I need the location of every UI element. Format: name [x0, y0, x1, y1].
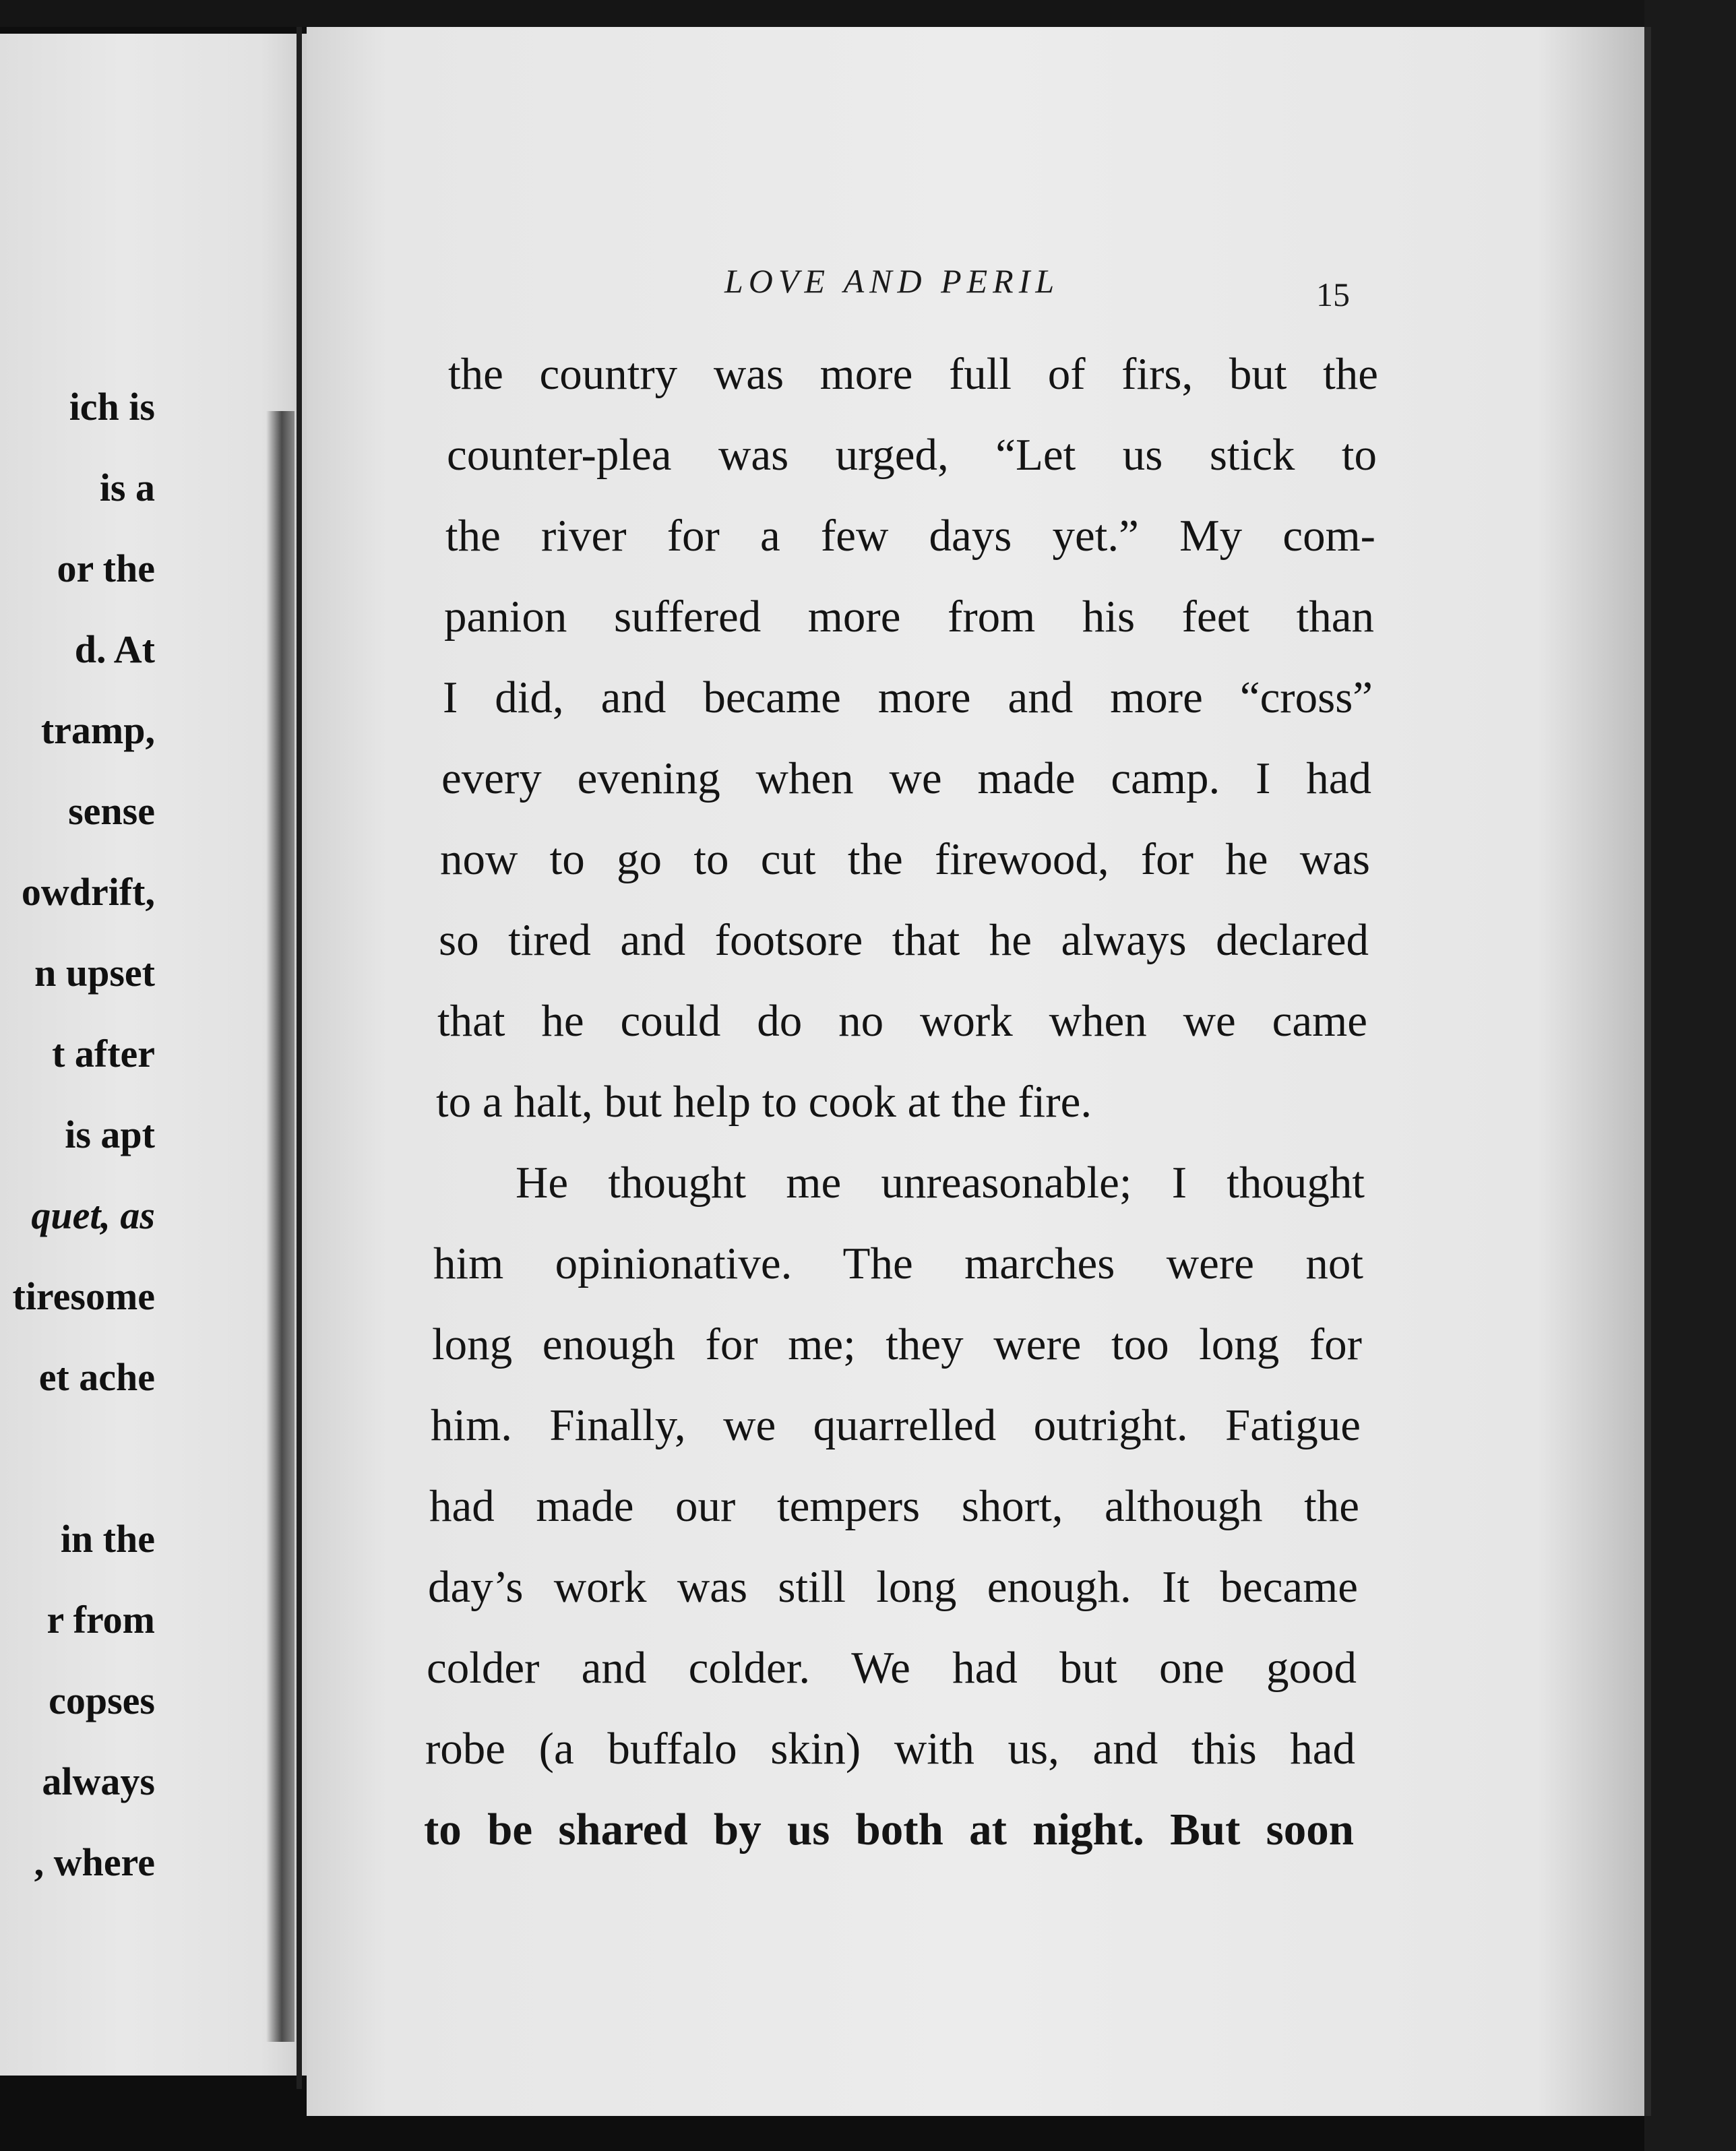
text-line: the river for a few days yet.” My com-: [445, 511, 1375, 561]
text-line: robe (a buffalo skin) with us, and this had: [425, 1724, 1355, 1774]
text-line: panion suffered more from his feet than: [444, 592, 1374, 642]
left-line: d. At: [74, 627, 155, 671]
left-line: copses: [49, 1679, 155, 1722]
text-line: to be shared by us both at night. But soon: [424, 1805, 1354, 1854]
left-line: , where: [34, 1840, 155, 1884]
left-line: in the: [60, 1517, 155, 1561]
text-line: had made our tempers short, although the: [429, 1481, 1359, 1531]
text-line: him. Finally, we quarrelled outright. Fatigue: [431, 1400, 1361, 1450]
left-line: or the: [57, 547, 155, 590]
text-line: every evening when we made camp. I had: [441, 753, 1371, 803]
scan-right-edge: [1644, 0, 1736, 2151]
left-line: r from: [46, 1598, 155, 1642]
text-line: I did, and became more and more “cross”: [443, 673, 1373, 722]
left-line: et ache: [38, 1355, 155, 1399]
left-line: is a: [99, 466, 155, 509]
left-line: t after: [52, 1032, 155, 1076]
text-line: the country was more full of firs, but the: [448, 349, 1378, 399]
text-line: that he could do no work when we came: [437, 996, 1367, 1046]
left-line: ich is: [69, 385, 155, 429]
text-line: day’s work was still long enough. It became: [428, 1562, 1358, 1612]
left-line: quet, as: [31, 1193, 155, 1237]
left-line: n upset: [34, 951, 155, 995]
text-line: to a halt, but help to cook at the fire.: [436, 1077, 1092, 1127]
text-line: so tired and footsore that he always declared: [439, 915, 1369, 965]
text-line: He thought me unreasonable; I thought: [516, 1158, 1365, 1208]
text-line: now to go to cut the firewood, for he was: [440, 834, 1370, 884]
running-head: LOVE AND PERIL: [724, 262, 1060, 300]
left-line: is apt: [65, 1113, 155, 1156]
left-line: owdrift,: [21, 870, 155, 914]
text-line: colder and colder. We had but one good: [427, 1643, 1357, 1693]
text-line: counter-plea was urged, “Let us stick to: [447, 430, 1377, 480]
left-line: always: [42, 1759, 155, 1803]
left-line: tiresome: [12, 1274, 155, 1318]
left-line: tramp,: [40, 708, 155, 752]
text-line: him opinionative. The marches were not: [433, 1239, 1363, 1288]
page-number: 15: [1316, 276, 1350, 313]
left-line: sense: [68, 789, 155, 833]
text-line: long enough for me; they were too long for: [432, 1319, 1362, 1369]
